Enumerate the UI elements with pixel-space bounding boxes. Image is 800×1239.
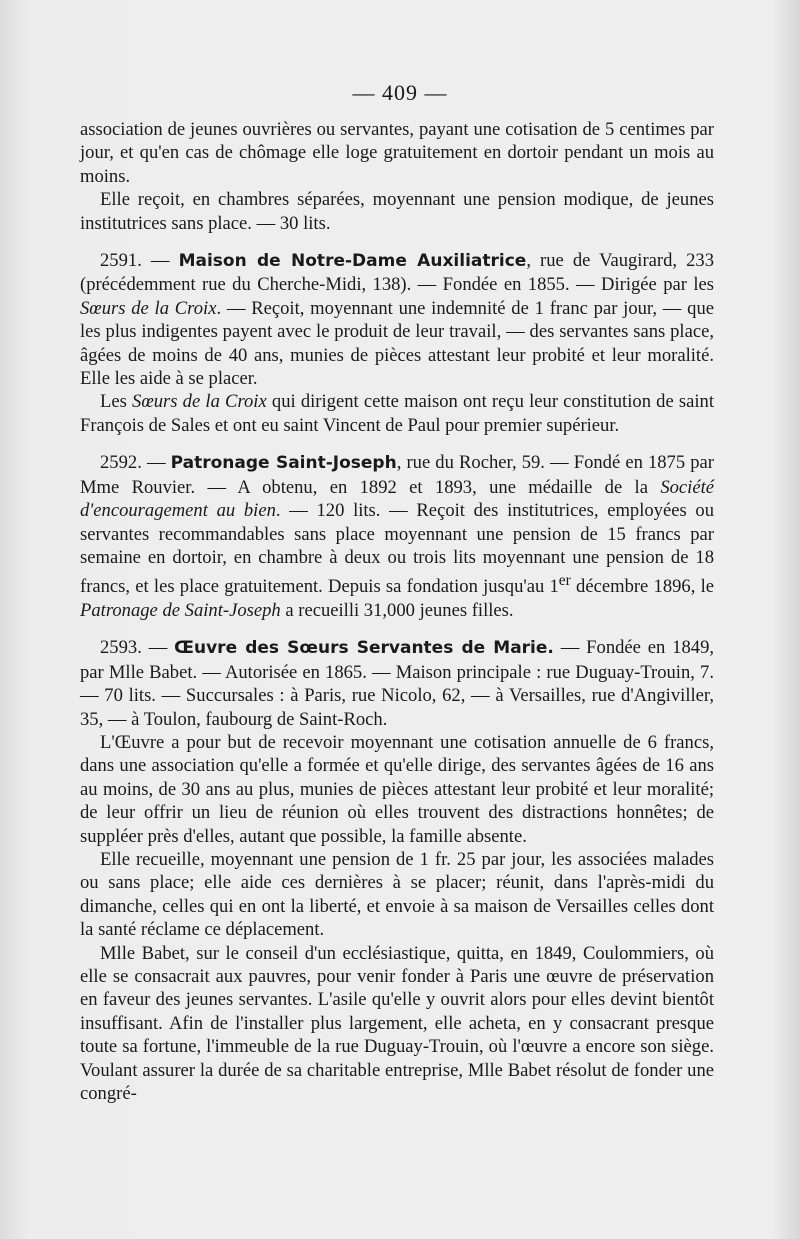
entry-2592: 2592. — Patronage Saint-Joseph, rue du Rocher, 59. — Fondé en 1875 par Mme Rouvier. — A obtenu, en 1892 et 1893, une médaille de la Société d'encouragement au bien. — 120 lits. — Reçoit des institutrices, employées ou servantes recommandables sans place moyennant une pension de 15 francs par semaine en dortoir, en chambre à deux ou trois lits moyennant une pension de 18 francs, et les place gratuitement. Depuis sa fondation jusqu'au 1er décembre 1896, le Patronage de Saint-Joseph a recueilli 31,000 jeunes filles. bbox=[80, 452, 714, 621]
entry-number: 2591. bbox=[100, 250, 142, 272]
intro-paragraph: Elle reçoit, en chambres séparées, moyennant une pension modique, de jeunes institutrices sans place. — 30 lits. bbox=[80, 189, 714, 234]
entry-title: Patronage Saint-Joseph bbox=[170, 453, 397, 474]
page-body bbox=[80, 118, 714, 1105]
page-number: — 409 — bbox=[352, 80, 448, 105]
entry-number: 2592. bbox=[100, 452, 142, 474]
entry-2593: 2593. — Œuvre des Sœurs Servantes de Marie. — Fondée en 1849, par Mlle Babet. — Autorisée en 1865. — Maison principale : rue Duguay-Trouin, 7. — 70 lits. — Succursales : à Paris, rue Nicolo, 62, — à Versailles, rue d'Angiviller, 35, — à Toulon, faubourg de Saint-Roch. bbox=[80, 637, 715, 730]
entry-paragraph: Elle recueille, moyennant une pension de 1 fr. 25 par jour, les associées malades ou sans place; elle aide ces dernières à se placer; réunit, dans l'après-midi du dimanche, celles qui en ont la liberté, et envoie à sa maison de Versailles celles dont la santé réclame ce déplacement. bbox=[80, 848, 714, 941]
entry-paragraph: L'Œuvre a pour but de recevoir moyennant une cotisation annuelle de 6 francs, dans une association qu'elle a formée et qu'elle dirige, des servantes âgées de 16 ans au moins, de 30 ans au plus, munies de pièces attestant leur probité et leur moralité; de leur offrir un lieu de réunion où elles trouvent des distractions honnêtes; de suppléer près d'elles, autant que possible, la famille absente. bbox=[80, 731, 714, 847]
entry-paragraph: Mlle Babet, sur le conseil d'un ecclésiastique, quitta, en 1849, Coulommiers, où elle se consacrait aux pauvres, pour venir fonder à Paris une œuvre de préservation en faveur des jeunes servantes. L'asile qu'elle y ouvrit alors pour elles devint bientôt insuffisant. Afin de l'installer plus largement, elle acheta, en y consacrant presque toute sa fortune, l'immeuble de la rue Duguay-Trouin, où l'œuvre a encore son siège. Voulant assurer la durée de sa charitable entreprise, Mlle Babet résolut de fonder une congré- bbox=[80, 942, 714, 1105]
intro-paragraph: association de jeunes ouvrières ou servantes, payant une cotisation de 5 centimes par jour, et qu'en cas de chômage elle loge gratuitement en dortoir pendant un mois au moins. bbox=[80, 119, 714, 187]
entry-paragraph: Les Sœurs de la Croix qui dirigent cette maison ont reçu leur constitution de saint François de Sales et ont eu saint Vincent de Paul pour premier supérieur. bbox=[80, 391, 715, 436]
entry-title: Maison de Notre-Dame Auxiliatrice bbox=[178, 251, 527, 272]
entry-title: Œuvre des Sœurs Servantes de Marie. bbox=[174, 638, 554, 659]
entry-number: 2593. bbox=[100, 637, 142, 659]
entry-2591: 2591. — Maison de Notre-Dame Auxiliatrice, rue de Vaugirard, 233 (précédemment rue du Cherche-Midi, 138). — Fondée en 1855. — Dirigée par les Sœurs de la Croix. — Reçoit, moyennant une indemnité de 1 franc par jour, — que les plus indigentes payent avec le produit de leur travail, — des servantes sans place, âgées de moins de 40 ans, munies de pièces attestant leur probité et leur moralité. Elle les aide à se placer. bbox=[80, 250, 714, 390]
